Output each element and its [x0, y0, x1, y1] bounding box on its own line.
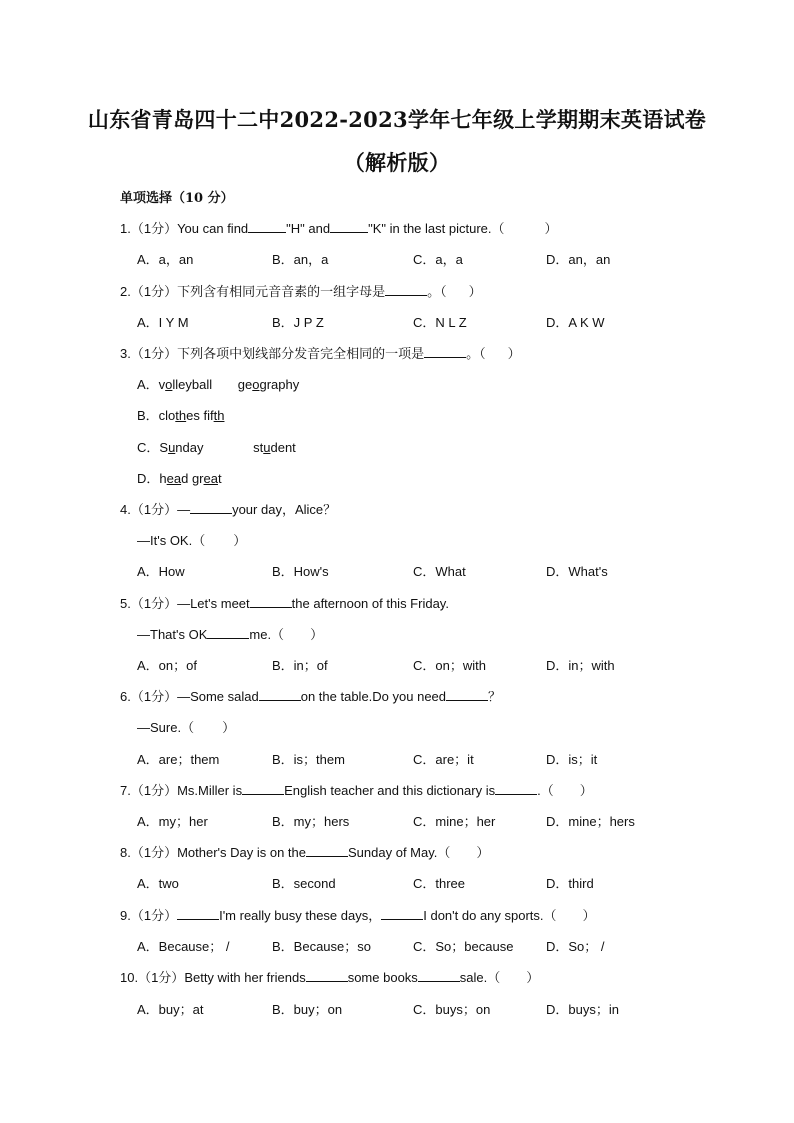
question-number: 9.（1分） — [120, 908, 178, 923]
option-a: A．How — [137, 564, 185, 579]
option-a: A．on；of — [137, 658, 197, 673]
question-number: 4.（1分） — [120, 502, 178, 517]
answer-blank — [446, 688, 488, 701]
option-a: A．two — [137, 876, 179, 891]
answer-blank — [385, 283, 427, 296]
page-title: 山东省青岛四十二中2022-2023学年七年级上学期期末英语试卷 — [87, 107, 707, 132]
answer-blank — [259, 688, 301, 701]
question-number: 1.（1分） — [120, 221, 178, 236]
option-b: B．is；them — [272, 752, 345, 767]
question-7: 7.（1分）Ms.Miller is English teacher and this dictionary is .（ ） — [120, 783, 593, 798]
option-a: A．a，an — [137, 252, 194, 267]
option-a: A．buy；at — [137, 1002, 204, 1017]
option-c: C．N L Z — [413, 315, 467, 330]
option-d: D．What's — [546, 564, 608, 579]
question-4: 4.（1分）— your day，Alice？ — [120, 502, 337, 517]
section-heading: 单项选择（10 分） — [120, 191, 234, 206]
question-9: 9.（1分） I'm really busy these days， I don't do any sports.（ ） — [120, 908, 596, 923]
option-b: B．in；of — [272, 658, 328, 673]
option-c: C．So；because — [413, 939, 514, 954]
answer-blank — [424, 345, 466, 358]
page-subtitle: （解析版） — [343, 150, 451, 175]
question-6: 6.（1分）—Some salad on the table.Do you need ？ — [120, 689, 502, 704]
question-5: 5.（1分）—Let's meet the afternoon of this Friday. — [120, 596, 449, 611]
question-8: 8.（1分）Mother's Day is on the Sunday of May.（ ） — [120, 845, 490, 860]
option-b: B．buy；on — [272, 1002, 343, 1017]
option-d: D．head great — [137, 471, 222, 486]
question-3: 3.（1分）下列各项中划线部分发音完全相同的一项是 。（ ） — [120, 346, 521, 361]
option-d: D．buys；in — [546, 1002, 619, 1017]
option-c: C．buys；on — [413, 1002, 491, 1017]
question-number: 2.（1分） — [120, 284, 178, 299]
option-c: C．What — [413, 564, 466, 579]
option-b: B．clothes fifth — [137, 408, 225, 423]
option-c: C．Sunday student — [137, 440, 296, 455]
answer-blank — [248, 220, 286, 233]
option-d: D．in；with — [546, 658, 615, 673]
option-a: A．volleyball geography — [137, 377, 300, 392]
question-1: 1.（1分）You can find "H" and "K" in the last picture.（ ） — [120, 221, 558, 236]
option-d: D．an，an — [546, 252, 611, 267]
option-a: A．Because； / — [137, 939, 230, 954]
question-number: 5.（1分） — [120, 596, 178, 611]
option-d: D．mine；hers — [546, 814, 635, 829]
question-number: 6.（1分） — [120, 689, 178, 704]
option-d: D．A K W — [546, 315, 605, 330]
answer-blank — [190, 501, 232, 514]
question-6-reply: —Sure.（ ） — [137, 720, 236, 735]
answer-blank — [242, 782, 284, 795]
option-b: B．second — [272, 876, 336, 891]
question-4-reply: —It's OK.（ ） — [137, 533, 247, 548]
option-a: A．are；them — [137, 752, 220, 767]
option-d: D．So； / — [546, 939, 605, 954]
option-c: C．mine；her — [413, 814, 496, 829]
answer-blank — [177, 907, 219, 920]
option-b: B．my；hers — [272, 814, 350, 829]
option-c: C．a，a — [413, 252, 463, 267]
option-c: C．on；with — [413, 658, 486, 673]
option-a: A．my；her — [137, 814, 208, 829]
option-b: B．an，a — [272, 252, 329, 267]
question-number: 8.（1分） — [120, 845, 178, 860]
question-number: 3.（1分） — [120, 346, 178, 361]
question-10: 10.（1分）Betty with her friends some books sale.（ ） — [120, 970, 540, 985]
question-2: 2.（1分）下列含有相同元音音素的一组字母是 。（ ） — [120, 284, 482, 299]
answer-blank — [250, 595, 292, 608]
answer-blank — [418, 969, 460, 982]
answer-blank — [306, 844, 348, 857]
answer-blank — [381, 907, 423, 920]
option-c: C．are；it — [413, 752, 474, 767]
option-b: B．How's — [272, 564, 329, 579]
option-b: B．Because；so — [272, 939, 371, 954]
option-d: D．third — [546, 876, 594, 891]
option-a: A．I Y M — [137, 315, 189, 330]
option-d: D．is；it — [546, 752, 598, 767]
answer-blank — [306, 969, 348, 982]
question-number: 7.（1分） — [120, 783, 178, 798]
answer-blank — [330, 220, 368, 233]
answer-blank — [207, 626, 249, 639]
option-c: C．three — [413, 876, 466, 891]
question-5-reply: —That's OK me.（ ） — [137, 627, 324, 642]
question-number: 10.（1分） — [120, 970, 185, 985]
answer-blank — [495, 782, 537, 795]
option-b: B．J P Z — [272, 315, 324, 330]
